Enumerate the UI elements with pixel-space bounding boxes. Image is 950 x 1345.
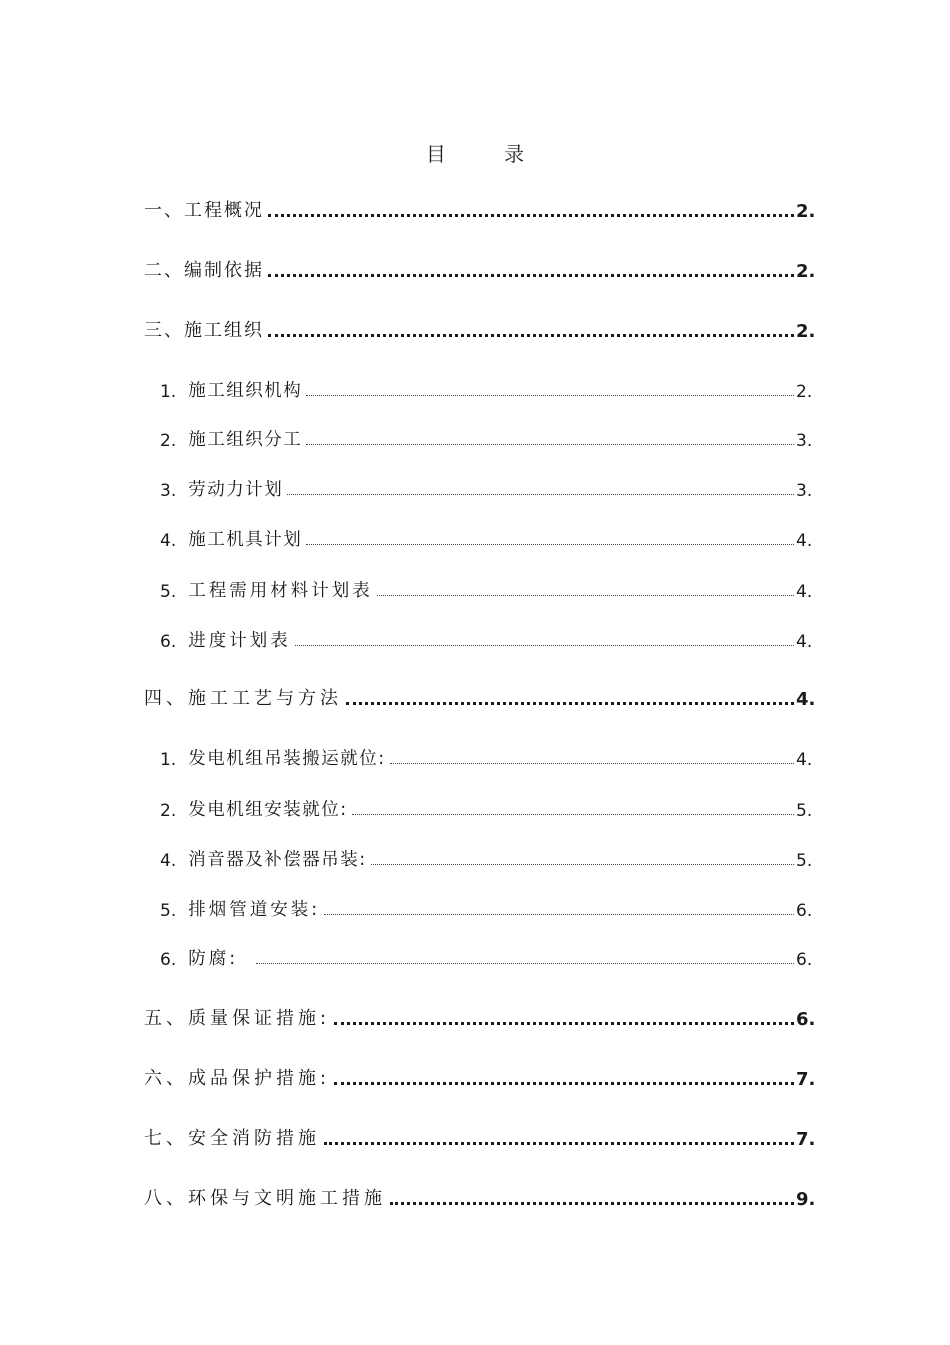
toc-entry[interactable]: [144, 316, 818, 342]
toc-entry[interactable]: [144, 1004, 818, 1030]
toc-subentry[interactable]: [160, 376, 818, 402]
toc-entry-page: 5.: [796, 801, 813, 821]
toc-entry-label: 六、成品保护措施:: [144, 1068, 331, 1089]
toc-entry-label: 发电机组吊装搬运就位:: [188, 749, 386, 769]
toc-entry-label: 防腐:: [188, 949, 239, 969]
dot-leader: [256, 963, 794, 964]
dot-leader: [390, 763, 794, 764]
toc-entry-page: 7.: [796, 1129, 816, 1150]
toc-entry-number: 6.: [160, 632, 177, 652]
dot-leader: [306, 544, 794, 545]
toc-subentry[interactable]: [160, 475, 818, 501]
toc-entry-label: 施工组织分工: [188, 430, 303, 450]
dot-leader: [306, 444, 794, 445]
toc-entry-page: 6.: [796, 1009, 816, 1030]
toc-entry-label: 一、工程概况: [144, 200, 264, 221]
toc-entry-page: 4.: [796, 632, 813, 652]
toc-entry-page: 2.: [796, 201, 816, 222]
toc-entry-page: 3.: [796, 481, 813, 501]
toc-entry-number: 5.: [160, 901, 177, 921]
toc-entry-label: 二、编制依据: [144, 260, 264, 281]
toc-entry-page: 6.: [796, 901, 813, 921]
toc-entry[interactable]: [144, 1124, 818, 1150]
toc-entry[interactable]: [144, 256, 818, 282]
toc-entry-number: 5.: [160, 582, 177, 602]
dot-leader: [352, 814, 794, 815]
dot-leader: [306, 395, 794, 396]
dot-leader: [287, 494, 794, 495]
toc-entry-label: 工程需用材料计划表: [188, 581, 373, 601]
toc-entry-page: 4.: [796, 582, 813, 602]
toc-entry[interactable]: [144, 1064, 818, 1090]
toc-subentry[interactable]: [160, 795, 818, 821]
toc-entry-number: 4.: [160, 531, 177, 551]
toc-subentry[interactable]: [160, 944, 818, 970]
dot-leader: [268, 334, 794, 337]
toc-entry-page: 6.: [796, 950, 813, 970]
toc-entry-page: 9.: [796, 1189, 816, 1210]
toc-subentry[interactable]: [160, 425, 818, 451]
dot-leader: [324, 1142, 794, 1145]
toc-entry-label: 三、施工组织: [144, 320, 264, 341]
toc-entry-label: 七、安全消防措施: [144, 1128, 320, 1149]
dot-leader: [371, 864, 794, 865]
toc-entry-number: 4.: [160, 851, 177, 871]
toc-entry[interactable]: [144, 684, 818, 710]
dot-leader: [390, 1202, 794, 1205]
toc-entry[interactable]: [144, 196, 818, 222]
dot-leader: [324, 914, 794, 915]
toc-entry-number: 6.: [160, 950, 177, 970]
toc-entry-number: 1.: [160, 750, 177, 770]
toc-entry-page: 5.: [796, 851, 813, 871]
dot-leader: [334, 1082, 794, 1085]
dot-leader: [346, 702, 794, 705]
dot-leader: [334, 1022, 794, 1025]
toc-entry-label: 排烟管道安装:: [188, 900, 321, 920]
dot-leader: [377, 595, 794, 596]
toc-entry-page: 4.: [796, 750, 813, 770]
toc-entry-label: 五、质量保证措施:: [144, 1008, 331, 1029]
dot-leader: [268, 274, 794, 277]
toc-entry-page: 2.: [796, 321, 816, 342]
toc-entry-number: 2.: [160, 801, 177, 821]
toc-entry-number: 1.: [160, 382, 177, 402]
toc-entry-page: 7.: [796, 1069, 816, 1090]
toc-entry-label: 八、环保与文明施工措施: [144, 1188, 386, 1209]
toc-entry-page: 3.: [796, 431, 813, 451]
toc-entry-page: 2.: [796, 261, 816, 282]
toc-subentry[interactable]: [160, 895, 818, 921]
toc-entry-page: 4.: [796, 689, 816, 710]
toc-entry-number: 3.: [160, 481, 177, 501]
toc-entry-label: 施工机具计划: [188, 530, 303, 550]
toc-entry-number: 2.: [160, 431, 177, 451]
toc-entry-label: 施工组织机构: [188, 381, 303, 401]
toc-entry-label: 消音器及补偿器吊装:: [188, 850, 367, 870]
toc-subentry[interactable]: [160, 576, 818, 602]
toc-entry-page: 4.: [796, 531, 813, 551]
toc-entry[interactable]: [144, 1184, 818, 1210]
toc-entry-label: 进度计划表: [188, 631, 291, 651]
toc-subentry[interactable]: [160, 626, 818, 652]
toc-subentry[interactable]: [160, 744, 818, 770]
toc-subentry[interactable]: [160, 525, 818, 551]
dot-leader: [295, 645, 794, 646]
toc-subentry[interactable]: [160, 845, 818, 871]
dot-leader: [268, 214, 794, 217]
toc-entry-label: 发电机组安装就位:: [188, 800, 348, 820]
toc-entry-label: 四、施工工艺与方法: [144, 688, 342, 709]
toc-title: 目 录: [425, 142, 551, 166]
toc-entry-label: 劳动力计划: [188, 480, 284, 500]
toc-entry-page: 2.: [796, 382, 813, 402]
